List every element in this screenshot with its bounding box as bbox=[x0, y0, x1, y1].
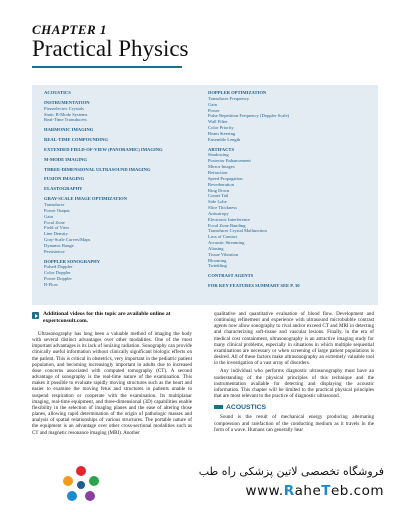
outline-subitem[interactable]: Pulsed Doppler bbox=[44, 264, 73, 270]
outline-subitem[interactable]: Wall Filter bbox=[208, 119, 228, 125]
outline-subitem[interactable]: Ensemble Length bbox=[208, 136, 241, 142]
outline-heading[interactable]: GRAY-SCALE IMAGE OPTIMIZATION bbox=[44, 196, 128, 202]
outline-subitem[interactable]: Shadowing bbox=[208, 152, 229, 158]
outline-subitem[interactable]: Speed Propagation bbox=[208, 175, 243, 181]
outline-subitem[interactable]: Ring Down bbox=[208, 187, 230, 193]
outline-subitem[interactable]: Focal Zone Banding bbox=[208, 222, 246, 228]
outline-subitem[interactable]: Gain bbox=[44, 213, 53, 219]
outline-subitem[interactable]: Power Output bbox=[44, 207, 70, 213]
outline-subitem[interactable]: Transducer Frequency bbox=[208, 95, 250, 101]
outline-heading[interactable]: ARTIFACTS bbox=[208, 146, 235, 152]
url-mid: ahe bbox=[294, 483, 322, 499]
outline-heading[interactable]: THREE-DIMENSIONAL ULTRASOUND IMAGING bbox=[44, 166, 151, 172]
outline-subitem[interactable]: Gain bbox=[208, 101, 217, 107]
outline-subitem[interactable]: Gray-Scale Curves/Maps bbox=[44, 237, 91, 243]
outline-subitem[interactable]: Color Doppler bbox=[44, 270, 71, 276]
outline-subitem[interactable]: Acoustic Streaming bbox=[208, 240, 245, 246]
outline-subitem[interactable]: Mirror Images bbox=[208, 164, 235, 170]
url-prefix: www. bbox=[245, 483, 284, 499]
outline-subitem[interactable]: Line Density bbox=[44, 231, 68, 237]
outline-subitem[interactable]: Loss of Contact bbox=[208, 234, 238, 240]
watermark-url[interactable] bbox=[144, 483, 384, 499]
outline-summary: FOR KEY FEATURES SUMMARY SEE P. 30 bbox=[208, 283, 300, 289]
outline-subitem[interactable]: Focal Zone bbox=[44, 219, 65, 225]
outline-subitem[interactable]: Side Lobe bbox=[208, 199, 227, 205]
body-left-column bbox=[32, 331, 192, 438]
outline-subitem[interactable]: Reverberation bbox=[208, 181, 235, 187]
outline-subitem[interactable]: Piezoelectric Crystals bbox=[44, 105, 84, 111]
watermark-persian-line: فروشگاه تخصصی لاتین پزشکی راه طب bbox=[198, 465, 384, 478]
body-paragraph: Ultrasonography has long been a valuable method of imaging the body with several distinct advantages over other modalities. One of the most important advantages is its lack of ionizing radiation. Sonography can provide clinically useful information without clinically significant biologic effects on the patient. This is critical in obstetrics, very important in the pediatric patient population, and becoming increasingly important in adults due to increased dose concerns associated with computed tomography (CT). A second advantage of sonography is the real-time nature of the examination. This makes it possible to evaluate rapidly moving structures such as the heart and easier to examine the moving fetus and structures in patients unable to suspend respiration or cooperate with the examination. Its multiplanar imaging, real-time equipment, and three-dimensional (3D) capabilities enable flexibility in the selection of imaging planes and the ease of altering those planes, allowing rapid determination of the origin of pathologic masses and analysis of spatial relationships of various structures. The portable nature of the equipment is an advantage over other cross-sectional modalities such as CT and magnetic resonance imaging (MRI). Another bbox=[32, 331, 192, 436]
page-title: Practical Physics bbox=[32, 36, 189, 61]
outline-subitem[interactable]: Twinkling bbox=[208, 263, 227, 269]
outline-heading[interactable]: ACOUSTICS bbox=[44, 90, 71, 95]
body-paragraph: Any individual who performs diagnostic ultrasonography must have an understanding of the physical principles of this technique and the instrumentation available for detecting and displaying the acoustic information. This chapter will be limited to the practical physical principles that are most relevant to the practice of diagnostic ultrasound. bbox=[214, 368, 374, 400]
body-right-column bbox=[214, 311, 374, 435]
outline-subitem[interactable]: Color Priority bbox=[208, 125, 234, 131]
outline-subitem[interactable]: Refraction bbox=[208, 169, 228, 175]
outline-heading[interactable]: EXTENDED FIELD-OF-VIEW (PANORAMIC) IMAGING bbox=[44, 146, 163, 152]
outline-subitem[interactable]: Beam Steering bbox=[208, 130, 236, 136]
section-heading-acoustics: ACOUSTICS bbox=[214, 405, 374, 411]
outline-heading[interactable]: CONTRAST AGENTS bbox=[208, 273, 254, 279]
outline-subitem[interactable]: Power Doppler bbox=[44, 276, 72, 282]
outline-heading[interactable]: DOPPLER SONOGRAPHY bbox=[44, 258, 101, 264]
rahe-teb-logo-icon bbox=[58, 463, 104, 507]
outline-heading[interactable]: FUSION IMAGING bbox=[44, 176, 85, 182]
outline-subitem[interactable]: Real-Time Transducers bbox=[44, 117, 87, 123]
outline-heading[interactable]: M-MODE IMAGING bbox=[44, 156, 87, 162]
outline-heading[interactable]: INSTRUMENTATION bbox=[44, 99, 90, 105]
outline-subitem[interactable]: Aliasing bbox=[208, 245, 224, 251]
outline-subitem[interactable]: Power bbox=[208, 107, 220, 113]
outline-subitem[interactable]: Field of View bbox=[44, 225, 70, 231]
chapter-label: CHAPTER 1 bbox=[32, 22, 107, 37]
outline-right-column bbox=[208, 90, 368, 289]
outline-subitem[interactable]: Transducer Crystal Malfunction bbox=[208, 228, 267, 234]
outline-subitem[interactable]: Electronic Interference bbox=[208, 216, 251, 222]
video-note[interactable] bbox=[32, 311, 192, 324]
title-rule bbox=[32, 66, 182, 68]
outline-heading[interactable]: HARMONIC IMAGING bbox=[44, 127, 94, 133]
video-note-text: Additional videos for this topic are available online at expertconsult.com. bbox=[43, 311, 171, 324]
outline-subitem[interactable]: Comet Tail bbox=[208, 193, 229, 199]
video-play-icon bbox=[32, 312, 39, 319]
section-paragraph: Sound is the result of mechanical energy producing alternating compression and rarefaction of the conducting medium as it travels in the form of a wave. Humans can generally hear bbox=[214, 414, 374, 433]
outline-subitem[interactable]: Blooming bbox=[208, 257, 227, 263]
outline-heading[interactable]: REAL-TIME COMPOUNDING bbox=[44, 137, 108, 143]
outline-subitem[interactable]: Static B-Mode Systems bbox=[44, 111, 88, 117]
outline-subitem[interactable]: Pulse Repetition Frequency (Doppler Scale) bbox=[208, 113, 290, 119]
chapter-outline-box bbox=[32, 85, 378, 305]
outline-subitem[interactable]: Persistence bbox=[44, 248, 65, 254]
outline-subitem[interactable]: Anisotropy bbox=[208, 210, 229, 216]
outline-subitem[interactable]: Tissue Vibration bbox=[208, 251, 239, 257]
outline-subitem[interactable]: Slice Thickness bbox=[208, 205, 237, 211]
url-accent-r: R bbox=[283, 483, 295, 499]
publisher-watermark bbox=[40, 463, 386, 507]
url-suffix: eb.com bbox=[331, 483, 384, 499]
outline-subitem[interactable]: B-Flow bbox=[44, 281, 59, 287]
outline-left-column bbox=[44, 90, 204, 288]
outline-heading[interactable]: ELASTOGRAPHY bbox=[44, 186, 83, 192]
outline-subitem[interactable]: Dynamic Range bbox=[44, 242, 74, 248]
outline-subitem[interactable]: Transducer bbox=[44, 201, 65, 207]
body-paragraph: qualitative and quantitative evaluation of blood flow. Development and continuing refinement and experience with ultrasound microbubble contrast agents now allow sonography to rival and/or exceed CT and MRI in detecting and characterizing soft-tissue and vascular lesions. Finally, in the era of medical cost containment, ultrasonography is an attractive imaging study for many clinical problems, especially in situations in which multiple sequential examinations are necessary or when screening of large patient populations is desired. All of these factors make ultrasonography an extremely valuable tool in the investigation of a vast array of disorders. bbox=[214, 311, 374, 367]
outline-heading[interactable]: DOPPLER OPTIMIZATION bbox=[208, 90, 267, 95]
outline-subitem[interactable]: Posterior Enhancement bbox=[208, 158, 251, 164]
url-accent-t: T bbox=[321, 483, 331, 499]
